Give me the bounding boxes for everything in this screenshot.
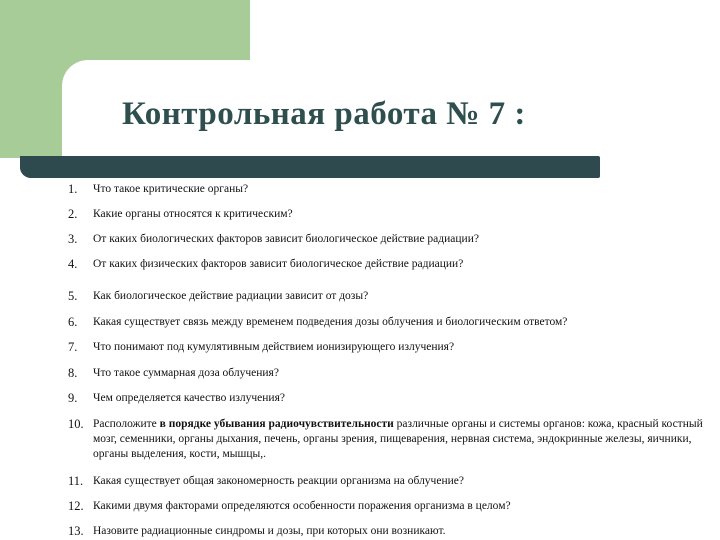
question-number: 10. [68,417,84,431]
question-number: 13. [68,524,84,538]
question-number: 7. [68,340,78,354]
question-text: Что такое критические органы? [93,183,249,195]
question-text: Как биологическое действие радиации зависит от дозы? [93,290,369,302]
question-number: 5. [68,289,78,303]
question-number: 2. [68,207,78,221]
question-number: 3. [68,232,78,246]
question-text [93,417,708,462]
question-text: Что такое суммарная доза облучения? [93,367,279,379]
question-number: 4. [68,257,78,271]
question-number: 12. [68,499,84,513]
slide-title: Контрольная работа № 7 : [122,96,526,132]
question-text-part: различные органы и системы органов: кожа, красный костный мозг, семенники, органы дыхания, печень, органы зрения, пищеварения, нервная система, эндокринные железы, яичники, органы выделения, кости, мышцы,. [93,418,703,460]
question-text: Какая существует общая закономерность реакции организма на облучение? [93,475,464,487]
question-number: 6. [68,315,78,329]
question-text: Какие органы относятся к критическим? [93,208,293,220]
question-text: Какая существует связь между временем подведения дозы облучения и биологическим ответом? [93,316,568,328]
question-number: 11. [68,474,84,488]
question-number: 1. [68,182,78,196]
question-text: Что понимают под кумулятивным действием ионизирующего излучения? [93,341,455,353]
question-number: 9. [68,391,78,405]
question-text: От каких физических факторов зависит биологическое действие радиации? [93,258,464,270]
question-text-emphasis: в порядке убывания радиочувствительности [159,418,394,430]
question-text: От каких биологических факторов зависит биологическое действие радиации? [93,233,479,245]
question-text-part: Расположите [93,418,160,430]
question-text: Чем определяется качество излучения? [93,392,285,404]
question-text: Назовите радиационные синдромы и дозы, при которых они возникают. [93,525,446,537]
question-number: 8. [68,366,78,380]
question-text: Какими двумя факторами определяются особенности поражения организма в целом? [93,500,511,512]
